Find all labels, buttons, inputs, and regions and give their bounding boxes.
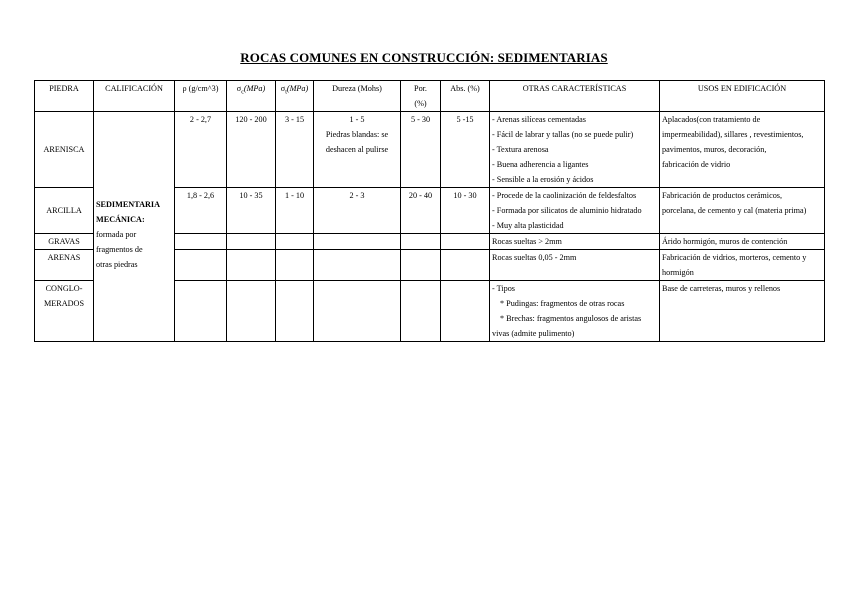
conglomerados-name-2: MERADOS	[43, 299, 85, 308]
list-item: impermeabilidad), sillares , revestimientos,	[662, 130, 804, 139]
cell-gravas-usos: Árido hormigón, muros de contención	[660, 234, 825, 250]
cell-gravas-name: GRAVAS	[35, 234, 94, 250]
cell-arenas-usos	[660, 250, 825, 281]
cell-arenas-otras: Rocas sueltas 0,05 - 2mm	[490, 250, 660, 281]
list-item: Aplacados(con tratamiento de	[662, 115, 761, 124]
cell-arenas-name: ARENAS	[35, 250, 94, 281]
cell-arenisca-usos	[660, 112, 825, 188]
cell-empty	[175, 250, 227, 281]
cell-empty	[401, 281, 441, 342]
cell-empty	[441, 281, 490, 342]
cell-arenisca-dureza	[314, 112, 401, 188]
cell-arenisca-densidad: 2 - 2,7	[175, 112, 227, 188]
header-calificacion: CALIFICACIÓN	[94, 81, 175, 112]
cell-arenisca-otras	[490, 112, 660, 188]
arenisca-dureza-note-1: Piedras blandas: se	[325, 130, 389, 139]
sigma-c-unit: (MPa)	[243, 84, 266, 93]
header-por-line2: (%)	[414, 99, 427, 108]
list-item: porcelana, de cemento y cal (materia prima)	[662, 206, 807, 215]
calificacion-line-1: formada por	[96, 229, 137, 239]
header-sigma-t	[276, 81, 314, 112]
cell-arcilla-absorcion: 10 - 30	[441, 188, 490, 234]
cell-arcilla-densidad: 1,8 - 2,6	[175, 188, 227, 234]
calificacion-bold-2: MECÁNICA:	[96, 214, 145, 224]
cell-conglomerados-usos: Base de carreteras, muros y rellenos	[660, 281, 825, 342]
sigma-t-subscript: t	[285, 89, 287, 96]
cell-empty	[441, 234, 490, 250]
header-porosidad	[401, 81, 441, 112]
page-title: ROCAS COMUNES EN CONSTRUCCIÓN: SEDIMENTARIAS	[240, 50, 608, 65]
list-item: vivas (admite pulimento)	[492, 329, 575, 338]
sigma-t-unit: (MPa)	[286, 84, 309, 93]
sigma-c-subscript: c	[241, 89, 244, 96]
cell-empty	[227, 234, 276, 250]
rocks-table	[34, 80, 825, 342]
cell-empty	[227, 281, 276, 342]
list-item: * Brechas: fragmentos angulosos de aristas	[500, 314, 642, 323]
cell-arenisca-sigma-c: 120 - 200	[227, 112, 276, 188]
header-absorcion: Abs. (%)	[441, 81, 490, 112]
list-item: - Arenas silíceas cementadas	[492, 115, 586, 124]
arenisca-dureza-note-2: deshacen al pulirse	[325, 145, 389, 154]
cell-empty	[175, 281, 227, 342]
header-sigma-c	[227, 81, 276, 112]
cell-arcilla-sigma-t: 1 - 10	[276, 188, 314, 234]
header-row	[35, 81, 825, 112]
list-item: hormigón	[662, 268, 694, 277]
cell-arenisca-sigma-t: 3 - 15	[276, 112, 314, 188]
cell-arcilla-otras	[490, 188, 660, 234]
header-dureza: Dureza (Mohs)	[314, 81, 401, 112]
list-item: * Pudingas: fragmentos de otras rocas	[500, 299, 625, 308]
list-item: - Tipos	[492, 284, 515, 293]
cell-arcilla-sigma-c: 10 - 35	[227, 188, 276, 234]
header-otras: OTRAS CARACTERÍSTICAS	[490, 81, 660, 112]
cell-empty	[314, 250, 401, 281]
cell-arenisca-porosidad: 5 - 30	[401, 112, 441, 188]
cell-empty	[401, 250, 441, 281]
table-row-arenisca	[35, 112, 825, 188]
list-item: - Muy alta plasticidad	[492, 221, 564, 230]
cell-empty	[276, 281, 314, 342]
cell-empty	[227, 250, 276, 281]
calificacion-bold-1: SEDIMENTARIA	[96, 199, 160, 209]
cell-arcilla-name: ARCILLA	[35, 188, 94, 234]
cell-empty	[314, 234, 401, 250]
header-usos: USOS EN EDIFICACIÓN	[660, 81, 825, 112]
cell-arcilla-usos	[660, 188, 825, 234]
header-densidad: ρ (g/cm^3)	[175, 81, 227, 112]
list-item: pavimentos, muros, decoración,	[662, 145, 767, 154]
list-item: Fabricación de productos cerámicos,	[662, 191, 783, 200]
cell-gravas-otras: Rocas sueltas > 2mm	[490, 234, 660, 250]
cell-empty	[276, 234, 314, 250]
list-item: fabricación de vidrio	[662, 160, 731, 169]
cell-empty	[276, 250, 314, 281]
list-item: - Procede de la caolinización de feldesfaltos	[492, 191, 637, 200]
cell-empty	[401, 234, 441, 250]
cell-empty	[314, 281, 401, 342]
cell-arenisca-absorcion: 5 -15	[441, 112, 490, 188]
sigma-t-symbol: σ	[280, 84, 286, 93]
list-item: - Fácil de labrar y tallas (no se puede pulir)	[492, 130, 634, 139]
cell-empty	[441, 250, 490, 281]
cell-conglomerados-otras	[490, 281, 660, 342]
cell-arcilla-porosidad: 20 - 40	[401, 188, 441, 234]
cell-empty	[175, 234, 227, 250]
list-item: - Formada por silicatos de aluminio hidratado	[492, 206, 642, 215]
calificacion-line-3: otras piedras	[96, 259, 138, 269]
sigma-c-symbol: σ	[236, 84, 242, 93]
list-item: - Sensible a la erosión y ácidos	[492, 175, 594, 184]
cell-conglomerados-name	[35, 281, 94, 342]
list-item: Fabricación de vidrios, morteros, cemento y	[662, 253, 807, 262]
calificacion-line-2: fragmentos de	[96, 244, 143, 254]
cell-calificacion	[94, 112, 175, 342]
list-item: - Textura arenosa	[492, 145, 549, 154]
header-piedra: PIEDRA	[35, 81, 94, 112]
cell-arenisca-name: ARENISCA	[35, 112, 94, 188]
arenisca-dureza-value: 1 - 5	[349, 115, 365, 124]
cell-arcilla-dureza: 2 - 3	[314, 188, 401, 234]
list-item: - Buena adherencia a ligantes	[492, 160, 589, 169]
conglomerados-name-1: CONGLO-	[45, 284, 83, 293]
header-por-line1: Por.	[414, 84, 427, 93]
